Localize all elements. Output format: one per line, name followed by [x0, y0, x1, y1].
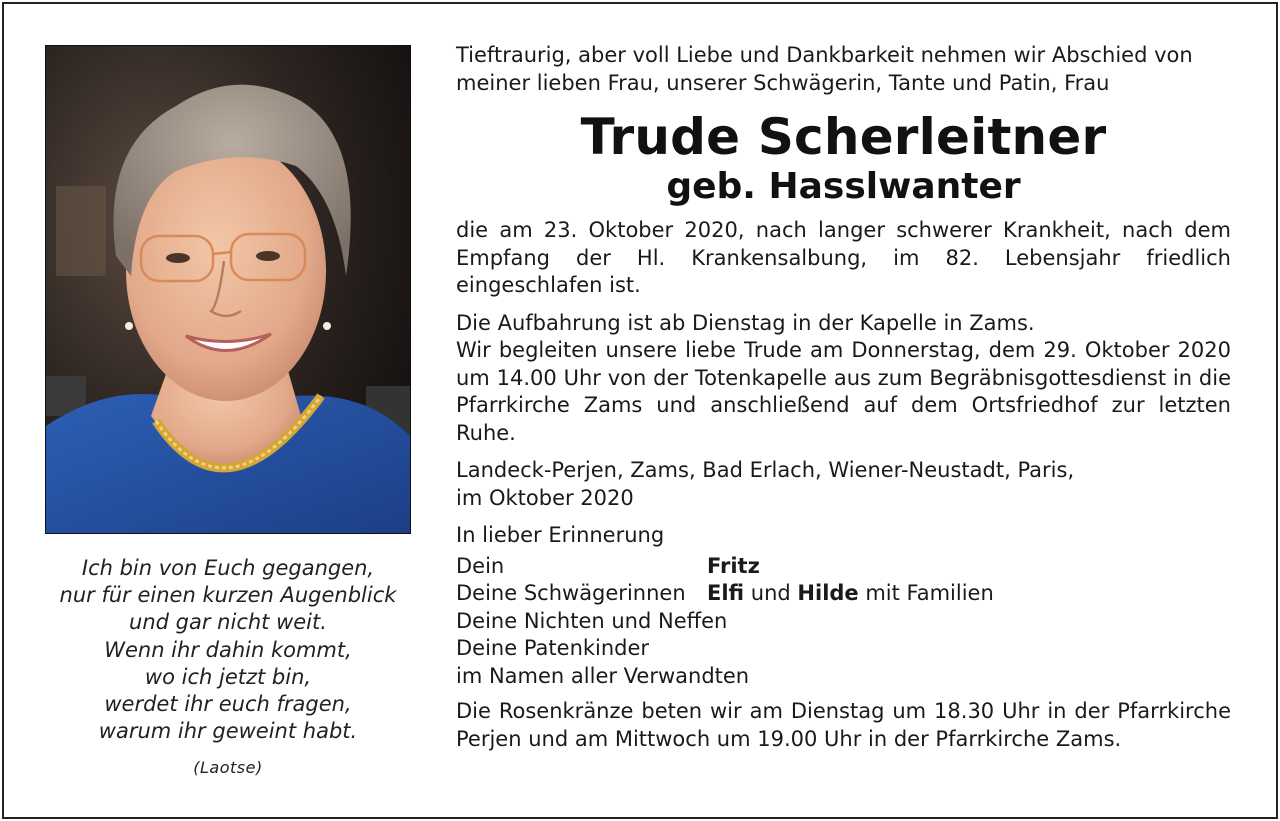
intro-line: Tieftraurig, aber voll Liebe und Dankbarkeit nehmen wir Abschied von [456, 43, 1193, 67]
mourner-name: Fritz [707, 553, 760, 578]
notice-text [456, 42, 1231, 753]
mourner-relation: Deine Patenkinder [456, 636, 650, 660]
mourner-name: Elfi [707, 581, 745, 605]
mourner-row [456, 608, 1231, 636]
place-line: Landeck-Perjen, Zams, Bad Erlach, Wiener-Neustadt, Paris, [456, 458, 1075, 482]
mourner-row [456, 663, 1231, 691]
mourner-row [456, 553, 1231, 581]
mourners-list [456, 553, 1231, 691]
mourner-relation: Deine Nichten und Neffen [456, 608, 728, 633]
poem-line: wo ich jetzt bin, [144, 664, 312, 689]
date-line: im Oktober 2020 [456, 485, 634, 510]
remembrance-label: In lieber Erinnerung [456, 523, 665, 547]
mourner-row [456, 580, 1231, 608]
funeral-info: Wir begleiten unsere liebe Trude am Donnerstag, dem 29. Oktober 2020 um 14.00 Uhr von der Totenkapelle aus zum Begräbnisgottesdienst in die Pfarrkirche Zams und anschließend auf dem Ortsfriedhof zur letzten Ruhe. [456, 338, 1231, 445]
mourner-relation: im Namen aller Verwandten [456, 663, 750, 688]
mourner-relation: Deine Schwägerinnen [456, 581, 686, 605]
poem-line: und gar nicht weit. [129, 610, 327, 635]
poem-line: Ich bin von Euch gegangen, [81, 556, 375, 580]
viewing-info: Die Aufbahrung ist ab Dienstag in der Kapelle in Zams. [456, 310, 1035, 335]
portrait-photo [45, 45, 411, 534]
place-date [456, 457, 1231, 512]
mourner-names [707, 553, 760, 581]
poem-author: (Laotse) [193, 758, 263, 778]
poem-line: warum ihr geweint habt. [98, 719, 358, 744]
memorial-poem [28, 555, 428, 782]
mourner-relation: Dein [456, 553, 505, 578]
maiden-name: geb. Hasslwanter [666, 166, 1021, 207]
portrait-image [46, 46, 410, 533]
mourner-row [456, 635, 1231, 663]
mourner-joiner: und [744, 581, 798, 605]
poem-line: nur für einen kurzen Augenblick [59, 583, 397, 608]
mourner-names [707, 580, 994, 608]
mourner-name: Hilde [797, 581, 859, 605]
deceased-name: Trude Scherleitner [580, 108, 1107, 166]
death-notice: die am 23. Oktober 2020, nach langer schwerer Krankheit, nach dem Empfang der Hl. Krankensalbung, im 82. Lebensjahr friedlich eingeschlafen ist. [456, 218, 1231, 297]
intro-line: meiner lieben Frau, unserer Schwägerin, Tante und Patin, Frau [456, 70, 1110, 95]
intro-paragraph [456, 42, 1231, 97]
poem-line: Wenn ihr dahin kommt, [104, 637, 352, 662]
rosary-info: Die Rosenkränze beten wir am Dienstag um 18.30 Uhr in der Pfarrkirche Perjen und am Mittwoch um 19.00 Uhr in der Pfarrkirche Zams. [456, 699, 1231, 751]
mourner-suffix: mit Familien [858, 581, 994, 605]
poem-line: werdet ihr euch fragen, [104, 692, 352, 717]
